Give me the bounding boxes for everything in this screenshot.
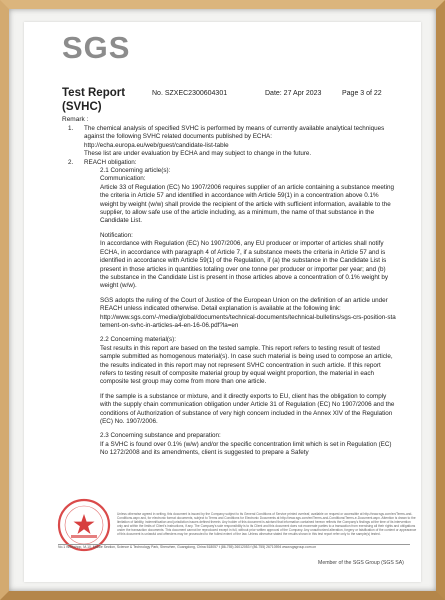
item-number: 2. xyxy=(68,158,74,166)
echa-link[interactable]: http://echa.europa.eu/web/guest/candidate-list-table xyxy=(84,141,229,149)
sgs-ruling-text: SGS adopts the ruling of the Court of Justice of the European Union on the definition of an article under REACH unless indicated otherwise. Detail explanation is available at the following link: xyxy=(100,296,388,313)
footer-disclaimer: Unless otherwise agreed in writing, this document is issued by the Company subject to its General Conditions of Service printed overleaf, available on request or accessible at http://www.sgs.com/en/Terms-and-Conditions.aspx and, for electronic format documents, subject to Terms and Conditions for Electronic Documents at http://www.sgs.com/en/Terms-and-Conditions/Terms-e-Document.aspx. Attention is drawn to the limitation of liability, indemnification and jurisdiction issues defined therein. Any holder of this document is advised that information contained hereon reflects the Company's findings at the time of its intervention only and within the limits of Client's instructions, if any. The Company's sole responsibility is to its Client and this document does not exonerate parties to a transaction from exercising all their rights and obligations under the transaction documents. This document cannot be reproduced except in full, without prior written approval of the Company. Any unauthorized alteration, forgery or falsification of the content or appearance of this document is unlawful and offenders may be prosecuted to the fullest extent of the law. Unless otherwise stated the results shown in this test report refer only to the sample(s) tested. xyxy=(117,512,417,536)
subsection-heading: 2.2 Concerning material(s): xyxy=(100,336,176,344)
substance-text: If a SVHC is found over 0.1% (w/w) and/or the specific concentration limit which is set in Regulation (EC) No 1272/2008 and its amendments, client is suggested to prepare a Safety xyxy=(100,440,392,457)
item-number: 1. xyxy=(68,125,74,132)
sgs-group-member-note: Member of the SGS Group (SGS SA) xyxy=(318,560,404,566)
substance-export-text: If the sample is a substance or mixture, and it directly exports to EU, client has the obligation to comply with the supply chain communication obligation under Article 31 of Regulation (EC) No 1907/2006 and the conditions of Authorization of substance of very high concern included in the Annex XIV of the Regulation (EC) No. 1907/2006. xyxy=(100,392,395,425)
footer-address: No.1 Workshop, M-10, Middle Section, Science & Technology Park, Shenzhen, Guangdong, China 518057 t (86-755) 26012053 f (86-755) 26710594 www.sgsgroup.com.cn xyxy=(58,544,410,553)
sgs-position-link[interactable]: http://www.sgs.com/-/media/global/documents/technical-documents/technical-bulletins/sgs-crs-position-statement-on-svhc-in-articles-a4-en-16-06.pdf?la=en xyxy=(100,313,396,329)
item-note: These list are under evaluation by ECHA and may subject to change in the future. xyxy=(84,150,312,158)
page-number: Page 3 of 22 xyxy=(342,90,382,97)
remark-item-2 xyxy=(68,158,396,458)
report-title-line1: Test Report xyxy=(62,87,126,99)
notification-text: In accordance with Regulation (EC) No 1907/2006, any EU producer or importer of articles shall notify ECHA, in accordance with paragraph 4 of Article 7, if a substance meets the criteria in Article 57 and is identified in accordance with Article 59(1) of the Regulation, if (a) the substance in the Candidate List is present in those articles in quantities totaling over one tonne per producer or importer per year; and (b) the substance in the Candidate List is present in those articles above a concentration of 0.1% weight by weight (w/w). xyxy=(100,240,389,290)
communication-text: Article 33 of Regulation (EC) No 1907/2006 requires supplier of an article containing a substance meeting the criteria in Article 57 and identified in accordance with Article 59(1) in a concentration above 0.1% weight by weight (w/w) shall provide the recipient of the article with sufficient information, available to the supplier, to allow safe use of the article including, as a minimum, the name of that substance in the Candidate List. xyxy=(100,183,395,225)
remark-body xyxy=(68,125,396,458)
notification-label: Notification: xyxy=(100,231,133,239)
report-number: No. SZXEC2300604301 xyxy=(152,90,228,97)
item-text: The chemical analysis of specified SVHC is performed by means of currently available analytical techniques against the following SVHC related documents published by ECHA: xyxy=(84,125,385,141)
remark-label: Remark : xyxy=(62,116,89,123)
remark-item-1 xyxy=(68,125,396,159)
report-title-line2: (SVHC) xyxy=(62,101,102,113)
sgs-logo: SGS xyxy=(62,30,131,65)
report-title xyxy=(62,86,125,114)
material-text: Test results in this report are based on the tested sample. This report refers to testing result of tested sample submitted as homogenous material(s). In case such material is being used to compose an article, the results indicated in this report may not represent SVHC concentration in such article. If this report refers to testing result of composite material group by equal weight proportion, the material in each composite test group may come from more than one article. xyxy=(100,344,393,386)
subsection-heading: 2.1 Concerning article(s): xyxy=(100,167,171,175)
report-date: Date: 27 Apr 2023 xyxy=(265,90,322,97)
subsection-heading: 2.3 Concerning substance and preparation: xyxy=(100,432,221,440)
section-heading: REACH obligation: xyxy=(84,158,137,166)
communication-label: Communication: xyxy=(100,175,146,183)
